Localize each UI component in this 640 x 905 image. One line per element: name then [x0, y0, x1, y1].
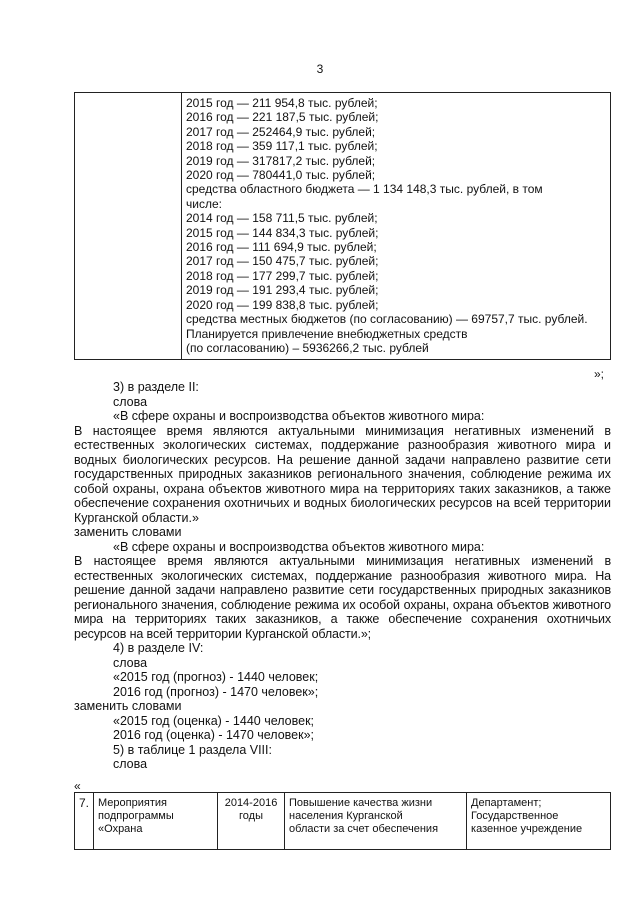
paragraph: 4) в разделе IV:	[113, 641, 204, 655]
cell-line: Департамент;	[471, 797, 542, 809]
funding-line: числе:	[186, 196, 222, 211]
funding-line: 2019 год — 191 293,4 тыс. рублей;	[186, 283, 379, 298]
funding-line: 2018 год — 359 117,1 тыс. рублей;	[186, 139, 378, 154]
paragraph: «В сфере охраны и воспроизводства объектов животного мира:	[113, 409, 485, 423]
paragraph: В настоящее время являются актуальными минимизация негативных изменений в естественных экологических системах, поддержание разнообразия животного мира. На решение данной задачи направлено развитие сети государственных природных заказников регионального значения, соблюдение режима их особой охраны, охрана объектов животного мира на территориях таких заказников, а также обеспечение сохранения охотничьих ресурсов на всей территории Курганской области.»;	[74, 554, 611, 641]
funding-line: 2019 год — 317817,2 тыс. рублей;	[186, 153, 376, 168]
funding-line: 2016 год — 111 694,9 тыс. рублей;	[186, 240, 377, 255]
amendment-text	[74, 380, 611, 772]
result-cell	[285, 793, 467, 850]
paragraph: слова	[113, 655, 148, 670]
paragraph: 2016 год (оценка) - 1470 человек»;	[113, 728, 315, 742]
funding-line: 2017 год — 252464,9 тыс. рублей;	[186, 124, 376, 139]
paragraph: «В сфере охраны и воспроизводства объектов животного мира:	[113, 539, 485, 554]
funding-line: Планируется привлечение внебюджетных средств	[186, 326, 468, 341]
paragraph: слова	[113, 394, 148, 409]
cell-line: населения Курганской	[289, 810, 403, 822]
paragraph: заменить словами	[74, 525, 182, 539]
funding-line: 2020 год — 780441,0 тыс. рублей;	[186, 168, 376, 183]
paragraph: слова	[113, 757, 148, 771]
closing-quote: »;	[594, 367, 605, 381]
funding-line: средства местных бюджетов (по согласованию) — 69757,7 тыс. рублей.	[186, 312, 588, 327]
funding-line: 2020 год — 199 838,8 тыс. рублей;	[186, 297, 379, 312]
measure-name-cell	[94, 793, 218, 850]
opening-quote: «	[74, 779, 81, 793]
row-number-cell: 7.	[75, 793, 94, 850]
paragraph: «2015 год (оценка) - 1440 человек;	[113, 713, 315, 728]
paragraph: «2015 год (прогноз) - 1440 человек;	[113, 670, 319, 684]
funding-line: средства областного бюджета — 1 134 148,3 тыс. рублей, в том	[186, 182, 543, 197]
cell-line: 2014-2016	[224, 797, 278, 809]
paragraph: 3) в разделе II:	[113, 380, 199, 394]
cell-line: годы	[239, 810, 263, 822]
funding-line: (по согласованию) – 5936266,2 тыс. рублей	[186, 340, 429, 355]
cell-line: Государственное	[471, 810, 559, 822]
funding-line: 2016 год — 221 187,5 тыс. рублей;	[186, 110, 379, 125]
funding-line: 2014 год — 158 711,5 тыс. рублей;	[186, 211, 378, 226]
paragraph: 2016 год (прогноз) - 1470 человек»;	[113, 684, 319, 699]
period-cell	[218, 793, 285, 850]
funding-table-values-cell	[182, 93, 611, 360]
executor-cell	[467, 793, 611, 850]
paragraph: В настоящее время являются актуальными минимизация негативных изменений в естественных экологических системах, поддержание разнообразия животного мира и водных биологических ресурсов. На решение данной задачи направлено развитие сети государственных природных заказников регионального значения, соблюдение режима их собой охраны, охрана объектов животного мира на территориях таких заказников, а также обеспечение сохранения охотничьих и водных биологических ресурсов на всей территории Курганской области.»	[74, 423, 611, 525]
funding-table-label-cell	[75, 93, 182, 360]
cell-line: казенное учреждение	[471, 823, 583, 835]
cell-line: области за счет обеспечения	[289, 823, 439, 835]
cell-line: Повышение качества жизни	[289, 797, 433, 809]
table-row	[75, 793, 611, 850]
page-number: 3	[316, 62, 324, 76]
funding-table	[74, 92, 611, 360]
cell-line: Мероприятия	[98, 797, 167, 809]
funding-line: 2015 год — 211 954,8 тыс. рублей;	[186, 96, 378, 110]
funding-line: 2017 год — 150 475,7 тыс. рублей;	[186, 254, 379, 269]
paragraph: 5) в таблице 1 раздела VIII:	[113, 742, 272, 757]
funding-line: 2018 год — 177 299,7 тыс. рублей;	[186, 268, 379, 283]
paragraph: заменить словами	[74, 699, 182, 713]
funding-line: 2015 год — 144 834,3 тыс. рублей;	[186, 225, 379, 240]
measures-table	[74, 792, 611, 850]
cell-line: «Охрана	[98, 823, 143, 835]
cell-line: подпрограммы	[98, 810, 174, 822]
